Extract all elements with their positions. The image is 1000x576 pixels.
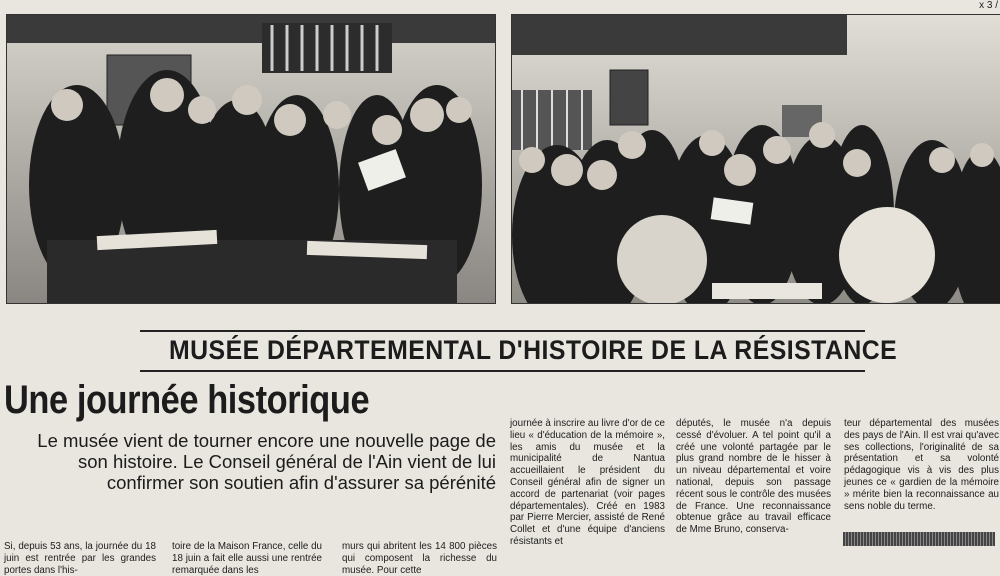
column-6-text: teur départemental des musées des pays de l'Ain. Il est vrai qu'avec ses collections, l'originalité de sa présentation et sa volonté pédagogique vis à vis des plus jeunes ce « gardien de la mémoire » mérite bien la reconnaissance au sens noble du terme.: [844, 418, 999, 512]
photo-left-illustration: [7, 15, 495, 303]
photo-ceremony-left: [6, 14, 496, 304]
photo-right-illustration: [512, 15, 1000, 303]
column-3-text: murs qui abritent les 14 800 pièces qui composent la richesse du musée. Pour cette: [342, 541, 497, 576]
page-corner-mark: x 3 /: [979, 0, 998, 11]
column-4-text: journée à inscrire au livre d'or de ce lieu « d'éducation de la mémoire », les amis du musée et la municipalité de Nantua accueillaient le président du Conseil général afin de signer un accord de partenariat (voir pages départementales). Créé en 1983 par Pierre Mercier, assisté de René Collet et d'une équipe d'anciens résistants et: [510, 418, 665, 547]
headline-rule-bottom: [140, 370, 865, 372]
column-end-bar: [843, 532, 995, 546]
column-2-text: toire de la Maison France, celle du 18 juin a fait elle aussi une rentrée remarquée dans les: [172, 541, 322, 576]
article-column-6: [844, 418, 999, 512]
headline-rule-top: [140, 330, 865, 332]
photo-ceremony-right: [511, 14, 1000, 304]
article-title: Une journée historique: [4, 378, 370, 422]
article-lede: Le musée vient de tourner encore une nouvelle page de son histoire. Le Conseil général de l'Ain vient de lui confirmer son soutien afin d'assurer sa pérénité: [37, 430, 496, 493]
column-1-text: Si, depuis 53 ans, la journée du 18 juin est rentrée par les grandes portes dans l'his-: [4, 541, 156, 576]
article-column-2: [172, 541, 322, 576]
article-column-1: [4, 541, 156, 576]
headline: MUSÉE DÉPARTEMENTAL D'HISTOIRE DE LA RÉSISTANCE: [169, 335, 898, 365]
article-column-5: [676, 418, 831, 536]
article-column-3: [342, 541, 497, 576]
column-5-text: députés, le musée n'a depuis cessé d'évoluer. A tel point qu'il a créé une volonté partagée par le plus grand nombre de le hisser à un niveau départemental et voire national, depuis son passage récent sous le contrôle des musées de France. Une reconnaissance obtenue grâce au travail efficace de Mme Bruno, conserva-: [676, 418, 831, 536]
article-column-4: [510, 418, 665, 548]
